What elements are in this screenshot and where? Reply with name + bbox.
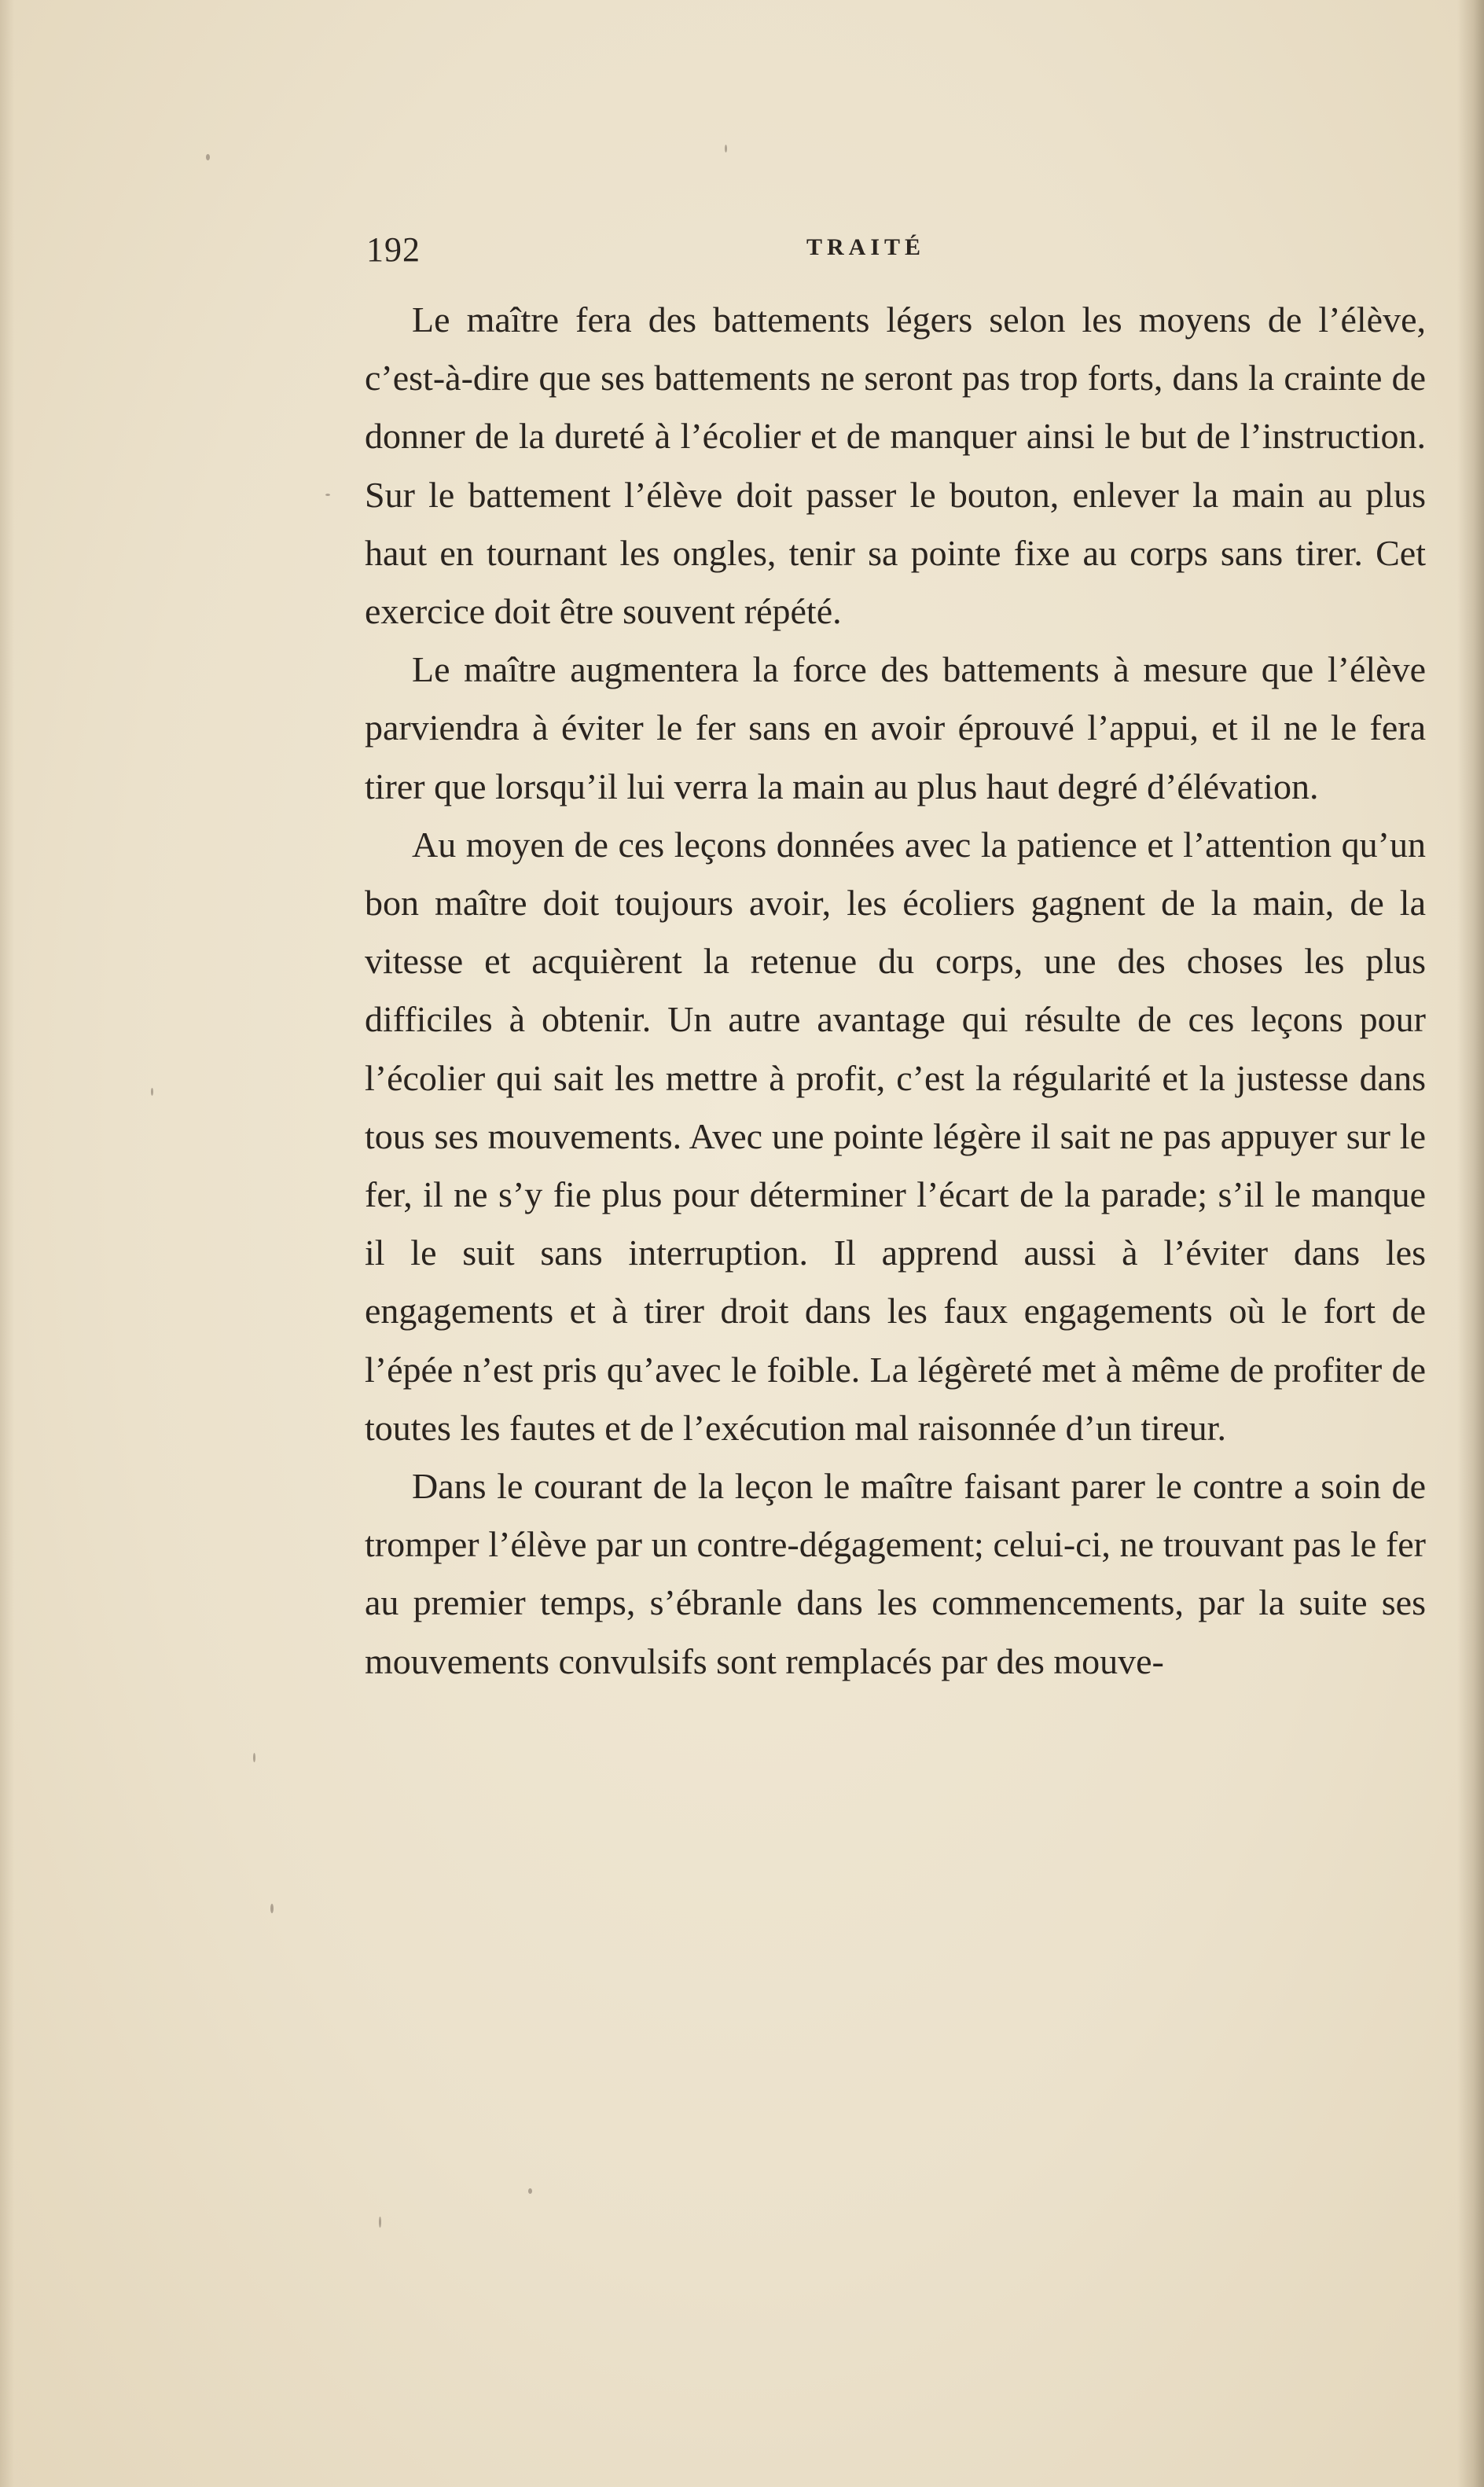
paragraph: Le maître fera des battements légers selon les moyens de l’élève, c’est-à-dire que ses battements ne seront pas trop forts, dans la crainte de donner de la dureté à l’écolier et de manquer ainsi le but de l’instruction. Sur le battement l’élève doit passer le bouton, enlever la main au plus haut en tournant les ongles, tenir sa pointe fixe au corps sans tirer. Cet exercice doit être souvent répété. — [365, 299, 1426, 632]
speck — [270, 1904, 274, 1913]
paragraph: Au moyen de ces leçons données avec la patience et l’attention qu’un bon maître doit toujours avoir, les écoliers gagnent de la main, de la vitesse et acquièrent la retenue du corps, une des choses les plus difficiles à obtenir. Un autre avantage qui résulte de ces leçons pour l’écolier qui sait les mettre à profit, c’est la régularité et la justesse dans tous ses mouvements. Avec une pointe légère il sait ne pas appuyer sur le fer, il ne s’y fie plus pour déterminer l’écart de la parade; s’il le manque il le suit sans interruption. Il apprend aussi à l’éviter dans les engagements et à tirer droit dans les faux engagements où le fort de l’épée n’est pris qu’avec le foible. La légèreté met à même de profiter de toutes les fautes et de l’exécution mal raisonnée d’un tireur. — [365, 824, 1426, 1448]
speck — [528, 2188, 532, 2194]
speck — [253, 1753, 255, 1762]
page-number: 192 — [366, 230, 421, 269]
body-text — [365, 291, 1426, 1691]
running-title: TRAITÉ — [806, 234, 926, 260]
speck — [151, 1088, 153, 1096]
running-head — [366, 230, 1424, 274]
page-right-edge-shadow — [1457, 0, 1484, 2487]
speck — [379, 2217, 381, 2228]
page-left-edge-shadow — [0, 0, 14, 2487]
paragraph: Dans le courant de la leçon le maître faisant parer le contre a soin de tromper l’élève par un contre-dégagement; celui-ci, ne trouvant pas le fer au premier temps, s’ébranle dans les commencements, par la suite ses mouvements convulsifs sont remplacés par des mouve- — [365, 1466, 1426, 1681]
speck — [325, 494, 330, 496]
speck — [725, 145, 727, 152]
speck — [206, 154, 210, 160]
paragraph: Le maître augmentera la force des battements à mesure que l’élève parviendra à éviter le fer sans en avoir éprouvé l’appui, et il ne le fera tirer que lorsqu’il lui verra la main au plus haut degré d’élévation. — [365, 649, 1426, 806]
